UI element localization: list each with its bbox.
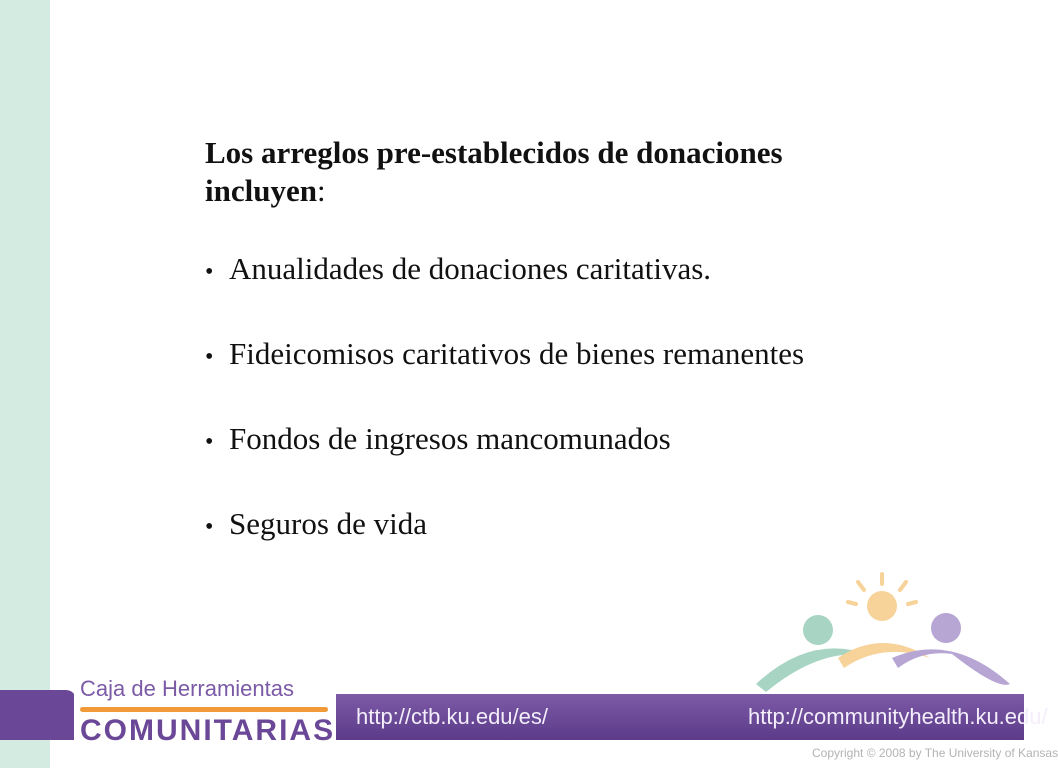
slide-heading-text: Los arreglos pre-establecidos de donaciones incluyen xyxy=(205,135,783,208)
bullet-item xyxy=(205,420,905,461)
bullet-item xyxy=(205,505,905,546)
bullet-text: Fideicomisos caritativos de bienes remanentes xyxy=(229,336,805,371)
bullet-icon: • xyxy=(205,514,214,540)
logo-underline xyxy=(80,707,328,712)
footer-link-communityhealth[interactable]: http://communityhealth.ku.edu/ xyxy=(748,704,1048,729)
bullet-text: Anualidades de donaciones caritativas. xyxy=(229,251,712,286)
slide-heading-colon: : xyxy=(316,173,326,208)
bullet-item xyxy=(205,250,905,291)
bullet-icon: • xyxy=(205,344,214,370)
left-decorative-strip xyxy=(0,0,50,768)
bullet-item xyxy=(205,335,905,376)
bullet-icon: • xyxy=(205,429,214,455)
bullet-list xyxy=(205,250,905,546)
logo-subtitle: COMUNITARIAS xyxy=(80,714,336,747)
people-sun-logo-icon xyxy=(752,572,1014,694)
copyright-notice: Copyright © 2008 by The University of Kansas xyxy=(812,746,1058,760)
footer-left-tab xyxy=(0,690,76,740)
logo-title: Caja de Herramientas xyxy=(80,676,294,701)
slide-heading xyxy=(205,134,905,210)
footer-link-ctb[interactable]: http://ctb.ku.edu/es/ xyxy=(356,704,549,729)
bullet-text: Fondos de ingresos mancomunados xyxy=(229,421,671,456)
bullet-icon: • xyxy=(205,259,214,285)
slide-content xyxy=(205,134,905,590)
bullet-text: Seguros de vida xyxy=(229,506,428,541)
